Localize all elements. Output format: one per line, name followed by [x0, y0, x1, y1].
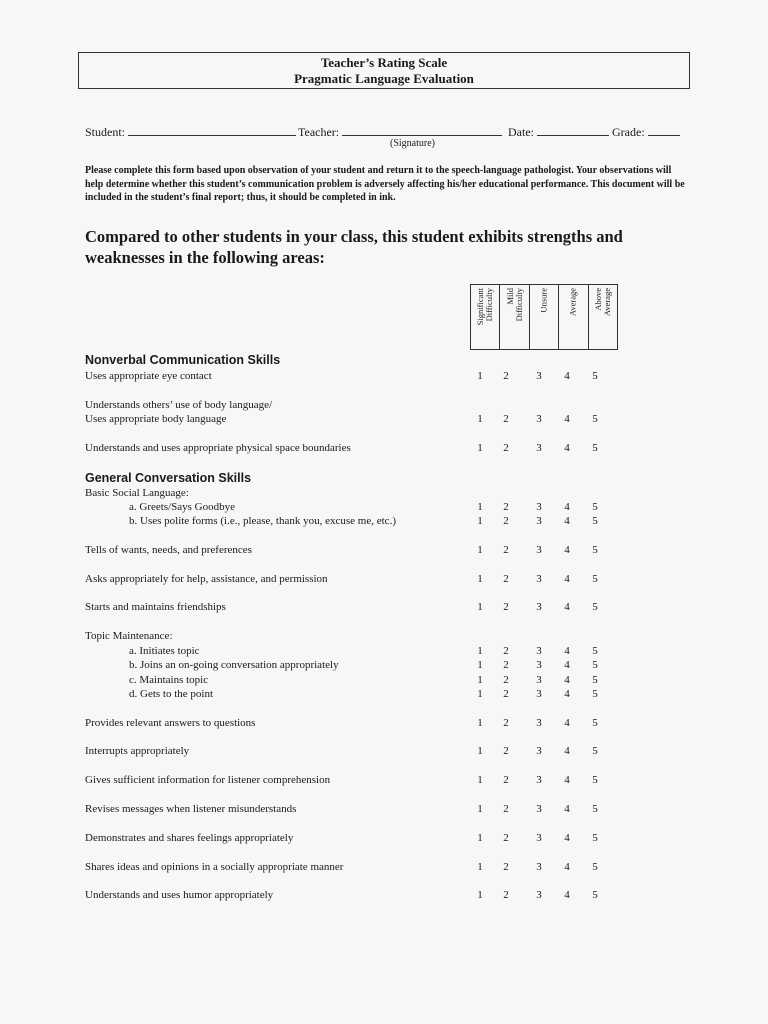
rating-option-1[interactable]: 1 — [477, 645, 483, 657]
column-label: Significant Difficulty — [475, 288, 495, 326]
column-label: Average — [567, 288, 578, 317]
item-label: b. Uses polite forms (i.e., please, thank you, excuse me, etc.) — [129, 515, 396, 527]
date-label: Date: — [508, 125, 534, 139]
item-label: c. Maintains topic — [129, 674, 209, 686]
rating-option-3[interactable]: 3 — [536, 370, 542, 382]
item-label: Interrupts appropriately — [85, 745, 190, 757]
rating-option-3[interactable]: 3 — [536, 889, 542, 901]
date-field[interactable] — [508, 124, 609, 140]
rating-row-wants — [0, 544, 768, 558]
rating-option-3[interactable]: 3 — [536, 832, 542, 844]
item-label: Understands and uses humor appropriately — [85, 889, 274, 901]
rating-row-sufficient — [0, 774, 768, 788]
rating-option-4[interactable]: 4 — [564, 370, 570, 382]
rating-option-5[interactable]: 5 — [592, 515, 598, 527]
rating-option-2[interactable]: 2 — [503, 645, 509, 657]
rating-option-4[interactable]: 4 — [564, 717, 570, 729]
student-blank[interactable] — [128, 124, 296, 136]
rating-option-3[interactable]: 3 — [536, 544, 542, 556]
rating-option-4[interactable]: 4 — [564, 889, 570, 901]
rating-option-1[interactable]: 1 — [477, 889, 483, 901]
rating-option-3[interactable]: 3 — [536, 573, 542, 585]
column-average — [559, 285, 588, 349]
item-label: Revises messages when listener misunderstands — [85, 803, 297, 815]
rating-option-5[interactable]: 5 — [592, 413, 598, 425]
grade-field[interactable] — [612, 124, 680, 140]
rating-option-4[interactable]: 4 — [564, 601, 570, 613]
rating-option-5[interactable]: 5 — [592, 889, 598, 901]
student-label: Student: — [85, 125, 126, 139]
column-label: Above Average — [592, 288, 612, 317]
rating-option-5[interactable]: 5 — [592, 832, 598, 844]
rating-option-1[interactable]: 1 — [477, 688, 483, 700]
rating-option-2[interactable]: 2 — [503, 745, 509, 757]
form-title: Teacher’s Rating Scale — [320, 55, 448, 70]
rating-option-4[interactable]: 4 — [564, 645, 570, 657]
item-label: Shares ideas and opinions in a socially appropriate manner — [85, 861, 344, 873]
rating-row-greets — [0, 501, 768, 515]
rating-option-3[interactable]: 3 — [536, 774, 542, 786]
rating-option-3[interactable]: 3 — [536, 442, 542, 454]
student-field[interactable] — [85, 124, 296, 140]
rating-option-2[interactable]: 2 — [503, 803, 509, 815]
rating-option-2[interactable]: 2 — [503, 774, 509, 786]
rating-option-4[interactable]: 4 — [564, 774, 570, 786]
column-unsure — [530, 285, 559, 349]
rating-option-2[interactable]: 2 — [503, 442, 509, 454]
rating-option-3[interactable]: 3 — [536, 645, 542, 657]
rating-row-body-language-2 — [0, 413, 768, 427]
rating-option-5[interactable]: 5 — [592, 717, 598, 729]
rating-row-maintains — [0, 674, 768, 688]
rating-option-1[interactable]: 1 — [477, 659, 483, 671]
rating-option-4[interactable]: 4 — [564, 861, 570, 873]
rating-option-2[interactable]: 2 — [503, 515, 509, 527]
rating-option-1[interactable]: 1 — [477, 717, 483, 729]
rating-option-2[interactable]: 2 — [503, 832, 509, 844]
rating-row-feelings — [0, 832, 768, 846]
item-label: a. Greets/Says Goodbye — [129, 501, 236, 513]
rating-option-4[interactable]: 4 — [564, 803, 570, 815]
rating-option-5[interactable]: 5 — [592, 803, 598, 815]
rating-row-relevant — [0, 717, 768, 731]
section-nonverbal: Nonverbal Communication Skills — [85, 353, 281, 367]
column-label: Mild Difficulty — [504, 288, 524, 322]
main-heading: Compared to other students in your class, this student exhibits strengths and weaknesses in the following areas: — [85, 227, 623, 267]
rating-option-1[interactable]: 1 — [477, 544, 483, 556]
rating-option-3[interactable]: 3 — [536, 601, 542, 613]
rating-option-2[interactable]: 2 — [503, 659, 509, 671]
rating-option-5[interactable]: 5 — [592, 501, 598, 513]
item-label: Demonstrates and shares feelings appropriately — [85, 832, 294, 844]
rating-row-interrupts — [0, 745, 768, 759]
item-label: Understands others’ use of body language/ — [85, 399, 273, 411]
rating-option-3[interactable]: 3 — [536, 688, 542, 700]
column-above-average — [589, 285, 617, 349]
item-label: Uses appropriate eye contact — [85, 370, 212, 382]
item-label: Starts and maintains friendships — [85, 601, 226, 613]
subheading-basic-social: Basic Social Language: — [85, 487, 189, 499]
rating-option-4[interactable]: 4 — [564, 745, 570, 757]
form-title-box — [78, 52, 690, 89]
rating-option-3[interactable]: 3 — [536, 501, 542, 513]
rating-option-2[interactable]: 2 — [503, 861, 509, 873]
rating-option-2[interactable]: 2 — [503, 889, 509, 901]
rating-option-5[interactable]: 5 — [592, 745, 598, 757]
rating-option-3[interactable]: 3 — [536, 803, 542, 815]
rating-option-5[interactable]: 5 — [592, 370, 598, 382]
subheading-topic-maintenance: Topic Maintenance: — [85, 630, 173, 642]
teacher-label: Teacher: — [298, 125, 340, 139]
signature-note: (Signature) — [390, 138, 435, 149]
rating-option-2[interactable]: 2 — [503, 688, 509, 700]
rating-option-1[interactable]: 1 — [477, 745, 483, 757]
rating-row-point — [0, 688, 768, 702]
rating-option-2[interactable]: 2 — [503, 370, 509, 382]
rating-option-2[interactable]: 2 — [503, 573, 509, 585]
rating-option-4[interactable]: 4 — [564, 515, 570, 527]
rating-option-3[interactable]: 3 — [536, 717, 542, 729]
rating-option-4[interactable]: 4 — [564, 442, 570, 454]
rating-option-4[interactable]: 4 — [564, 501, 570, 513]
rating-option-1[interactable]: 1 — [477, 442, 483, 454]
item-label: Provides relevant answers to questions — [85, 717, 256, 729]
rating-option-5[interactable]: 5 — [592, 659, 598, 671]
rating-option-2[interactable]: 2 — [503, 413, 509, 425]
column-mild-difficulty — [500, 285, 529, 349]
grade-label: Grade: — [612, 125, 645, 139]
column-significant-difficulty — [471, 285, 500, 349]
rating-option-1[interactable]: 1 — [477, 501, 483, 513]
rating-option-1[interactable]: 1 — [477, 370, 483, 382]
rating-option-5[interactable]: 5 — [592, 774, 598, 786]
rating-option-3[interactable]: 3 — [536, 674, 542, 686]
rating-row-asks — [0, 573, 768, 587]
item-label: d. Gets to the point — [129, 688, 214, 700]
rating-row-friendships — [0, 601, 768, 615]
rating-row-initiates — [0, 645, 768, 659]
rating-option-4[interactable]: 4 — [564, 573, 570, 585]
rating-option-2[interactable]: 2 — [503, 501, 509, 513]
rating-option-5[interactable]: 5 — [592, 861, 598, 873]
rating-option-3[interactable]: 3 — [536, 745, 542, 757]
rating-option-4[interactable]: 4 — [564, 659, 570, 671]
section-general-conversation: General Conversation Skills — [85, 471, 252, 485]
instructions: Please complete this form based upon observation of your student and return it to the speech-language pathologist. Your observations will help determine whether this student’s communication problem is adversely affecting his/her educational performance. This document will be included in the student’s final report; thus, it should be completed in ink. — [85, 165, 685, 203]
rating-row-humor — [0, 889, 768, 903]
grade-blank[interactable] — [648, 124, 680, 136]
rating-row-polite — [0, 515, 768, 529]
rating-option-1[interactable]: 1 — [477, 573, 483, 585]
item-label: Gives sufficient information for listener comprehension — [85, 774, 331, 786]
date-blank[interactable] — [537, 124, 609, 136]
rating-option-2[interactable]: 2 — [503, 601, 509, 613]
rating-option-3[interactable]: 3 — [536, 515, 542, 527]
rating-option-5[interactable]: 5 — [592, 601, 598, 613]
item-label: Understands and uses appropriate physical space boundaries — [85, 442, 351, 454]
rating-option-4[interactable]: 4 — [564, 688, 570, 700]
rating-option-1[interactable]: 1 — [477, 601, 483, 613]
rating-option-1[interactable]: 1 — [477, 774, 483, 786]
scale-column-headers — [470, 284, 618, 350]
form-subtitle: Pragmatic Language Evaluation — [294, 71, 474, 86]
item-label: Tells of wants, needs, and preferences — [85, 544, 252, 556]
rating-option-2[interactable]: 2 — [503, 544, 509, 556]
item-label: Asks appropriately for help, assistance, and permission — [85, 573, 328, 585]
rating-option-5[interactable]: 5 — [592, 674, 598, 686]
rating-option-3[interactable]: 3 — [536, 659, 542, 671]
item-label: b. Joins an on-going conversation appropriately — [129, 659, 339, 671]
rating-option-3[interactable]: 3 — [536, 413, 542, 425]
column-label: Unsure — [538, 288, 549, 313]
rating-option-5[interactable]: 5 — [592, 573, 598, 585]
rating-option-4[interactable]: 4 — [564, 413, 570, 425]
rating-option-1[interactable]: 1 — [477, 803, 483, 815]
rating-option-1[interactable]: 1 — [477, 861, 483, 873]
rating-option-5[interactable]: 5 — [592, 645, 598, 657]
item-label: Uses appropriate body language — [85, 413, 227, 425]
item-label: a. Initiates topic — [129, 645, 200, 657]
rating-option-1[interactable]: 1 — [477, 832, 483, 844]
rating-option-3[interactable]: 3 — [536, 861, 542, 873]
rating-option-4[interactable]: 4 — [564, 832, 570, 844]
rating-option-2[interactable]: 2 — [503, 674, 509, 686]
rating-row-eye-contact — [0, 370, 768, 384]
rating-option-4[interactable]: 4 — [564, 674, 570, 686]
rating-row-joins — [0, 659, 768, 673]
rating-row-physical-space — [0, 442, 768, 456]
rating-row-revises — [0, 803, 768, 817]
rating-row-ideas — [0, 861, 768, 875]
rating-option-1[interactable]: 1 — [477, 413, 483, 425]
rating-option-2[interactable]: 2 — [503, 717, 509, 729]
rating-option-5[interactable]: 5 — [592, 688, 598, 700]
rating-option-1[interactable]: 1 — [477, 674, 483, 686]
teacher-blank[interactable] — [342, 124, 502, 136]
rating-option-5[interactable]: 5 — [592, 442, 598, 454]
rating-option-5[interactable]: 5 — [592, 544, 598, 556]
rating-option-4[interactable]: 4 — [564, 544, 570, 556]
rating-option-1[interactable]: 1 — [477, 515, 483, 527]
